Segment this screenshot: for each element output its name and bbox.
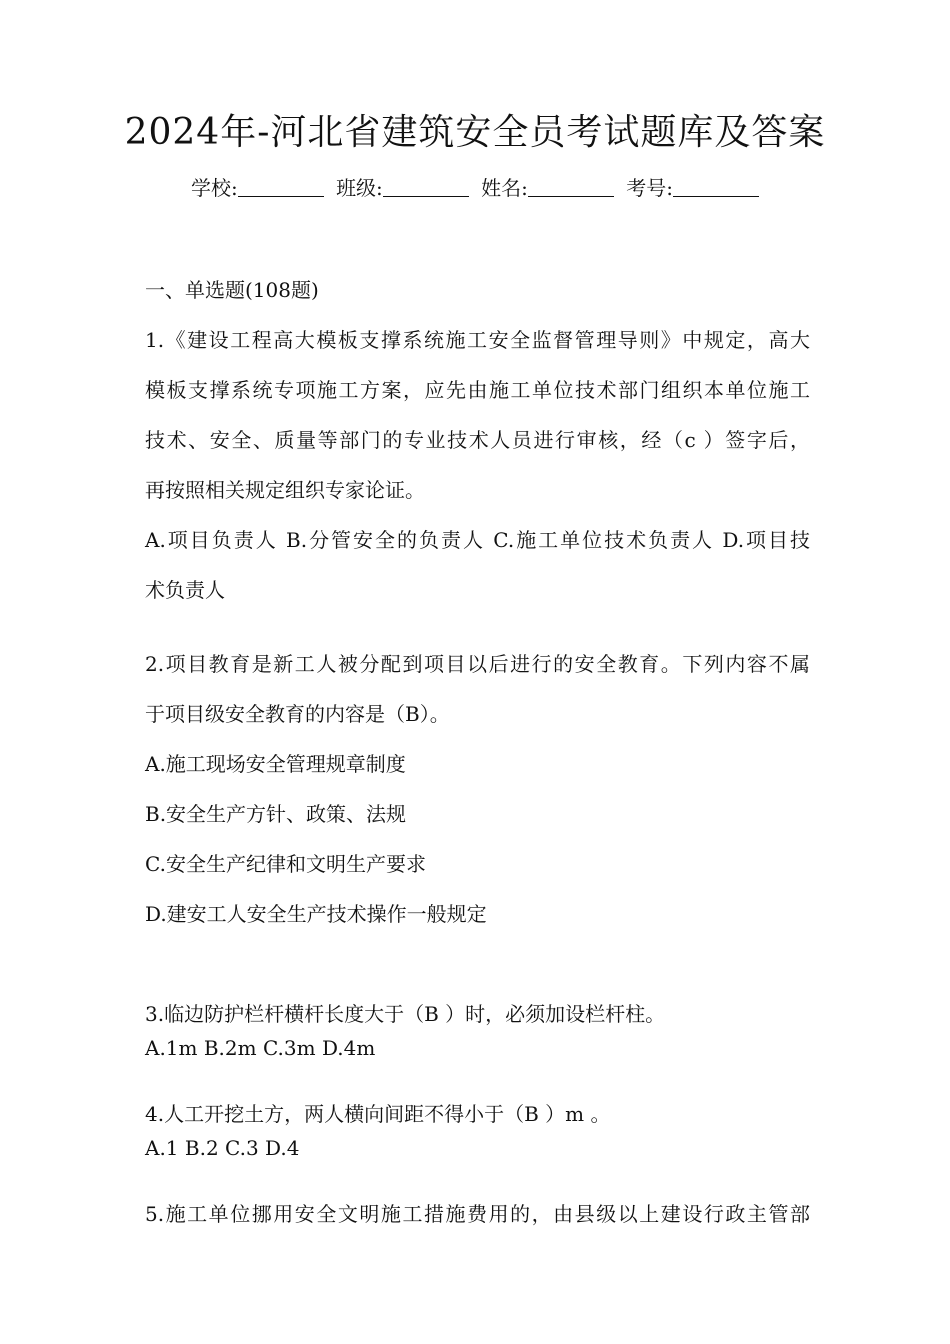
q2-stem-line-1: 2.项目教育是新工人被分配到项目以后进行的安全教育。下列内容不属 xyxy=(145,652,810,676)
document-title: 2024年-河北省建筑安全员考试题库及答案 xyxy=(124,112,826,153)
q4-options: A.1 B.2 C.3 D.4 xyxy=(145,1136,300,1160)
q1-stem-line-1: 1.《建设工程高大模板支撑系统施工安全监督管理导则》中规定，高大 xyxy=(145,328,810,352)
q1-options-line-2: 术负责人 xyxy=(145,578,225,602)
q3-stem: 3.临边防护栏杆横杆长度大于（B ）时，必须加设栏杆柱。 xyxy=(145,1002,666,1026)
section-heading: 一、单选题(108题) xyxy=(145,278,319,302)
q4-stem: 4.人工开挖土方，两人横向间距不得小于（B ）m 。 xyxy=(145,1102,611,1126)
name-blank xyxy=(528,178,614,197)
exam-number-blank xyxy=(673,178,759,197)
q2-option-a: A.施工现场安全管理规章制度 xyxy=(145,752,406,776)
q2-option-d: D.建安工人安全生产技术操作一般规定 xyxy=(145,902,487,926)
q5-stem-line-1: 5.施工单位挪用安全文明施工措施费用的，由县级以上建设行政主管部 xyxy=(145,1202,810,1226)
q1-options-line-1: A.项目负责人 B.分管安全的负责人 C.施工单位技术负责人 D.项目技 xyxy=(145,528,810,552)
name-field xyxy=(481,176,614,200)
q2-option-b: B.安全生产方针、政策、法规 xyxy=(145,802,407,826)
q1-stem-line-2: 模板支撑系统专项施工方案，应先由施工单位技术部门组织本单位施工 xyxy=(145,378,810,402)
class-label: 班级: xyxy=(336,176,383,200)
class-field xyxy=(336,176,469,200)
name-label: 姓名: xyxy=(481,176,528,200)
q3-options: A.1m B.2m C.3m D.4m xyxy=(145,1036,376,1060)
school-label: 学校: xyxy=(190,176,238,200)
q2-option-c: C.安全生产纪律和文明生产要求 xyxy=(145,852,426,876)
exam-number-label: 考号: xyxy=(626,176,674,200)
class-blank xyxy=(383,178,469,197)
exam-number-field xyxy=(626,176,759,200)
q2-stem-line-2: 于项目级安全教育的内容是（B）。 xyxy=(145,702,450,726)
student-info-row xyxy=(0,172,950,201)
q1-stem-line-4: 再按照相关规定组织专家论证。 xyxy=(145,478,425,502)
school-blank xyxy=(238,178,324,197)
school-field xyxy=(191,176,324,200)
q1-stem-line-3: 技术、安全、质量等部门的专业技术人员进行审核，经（c ）签字后， xyxy=(145,428,810,452)
